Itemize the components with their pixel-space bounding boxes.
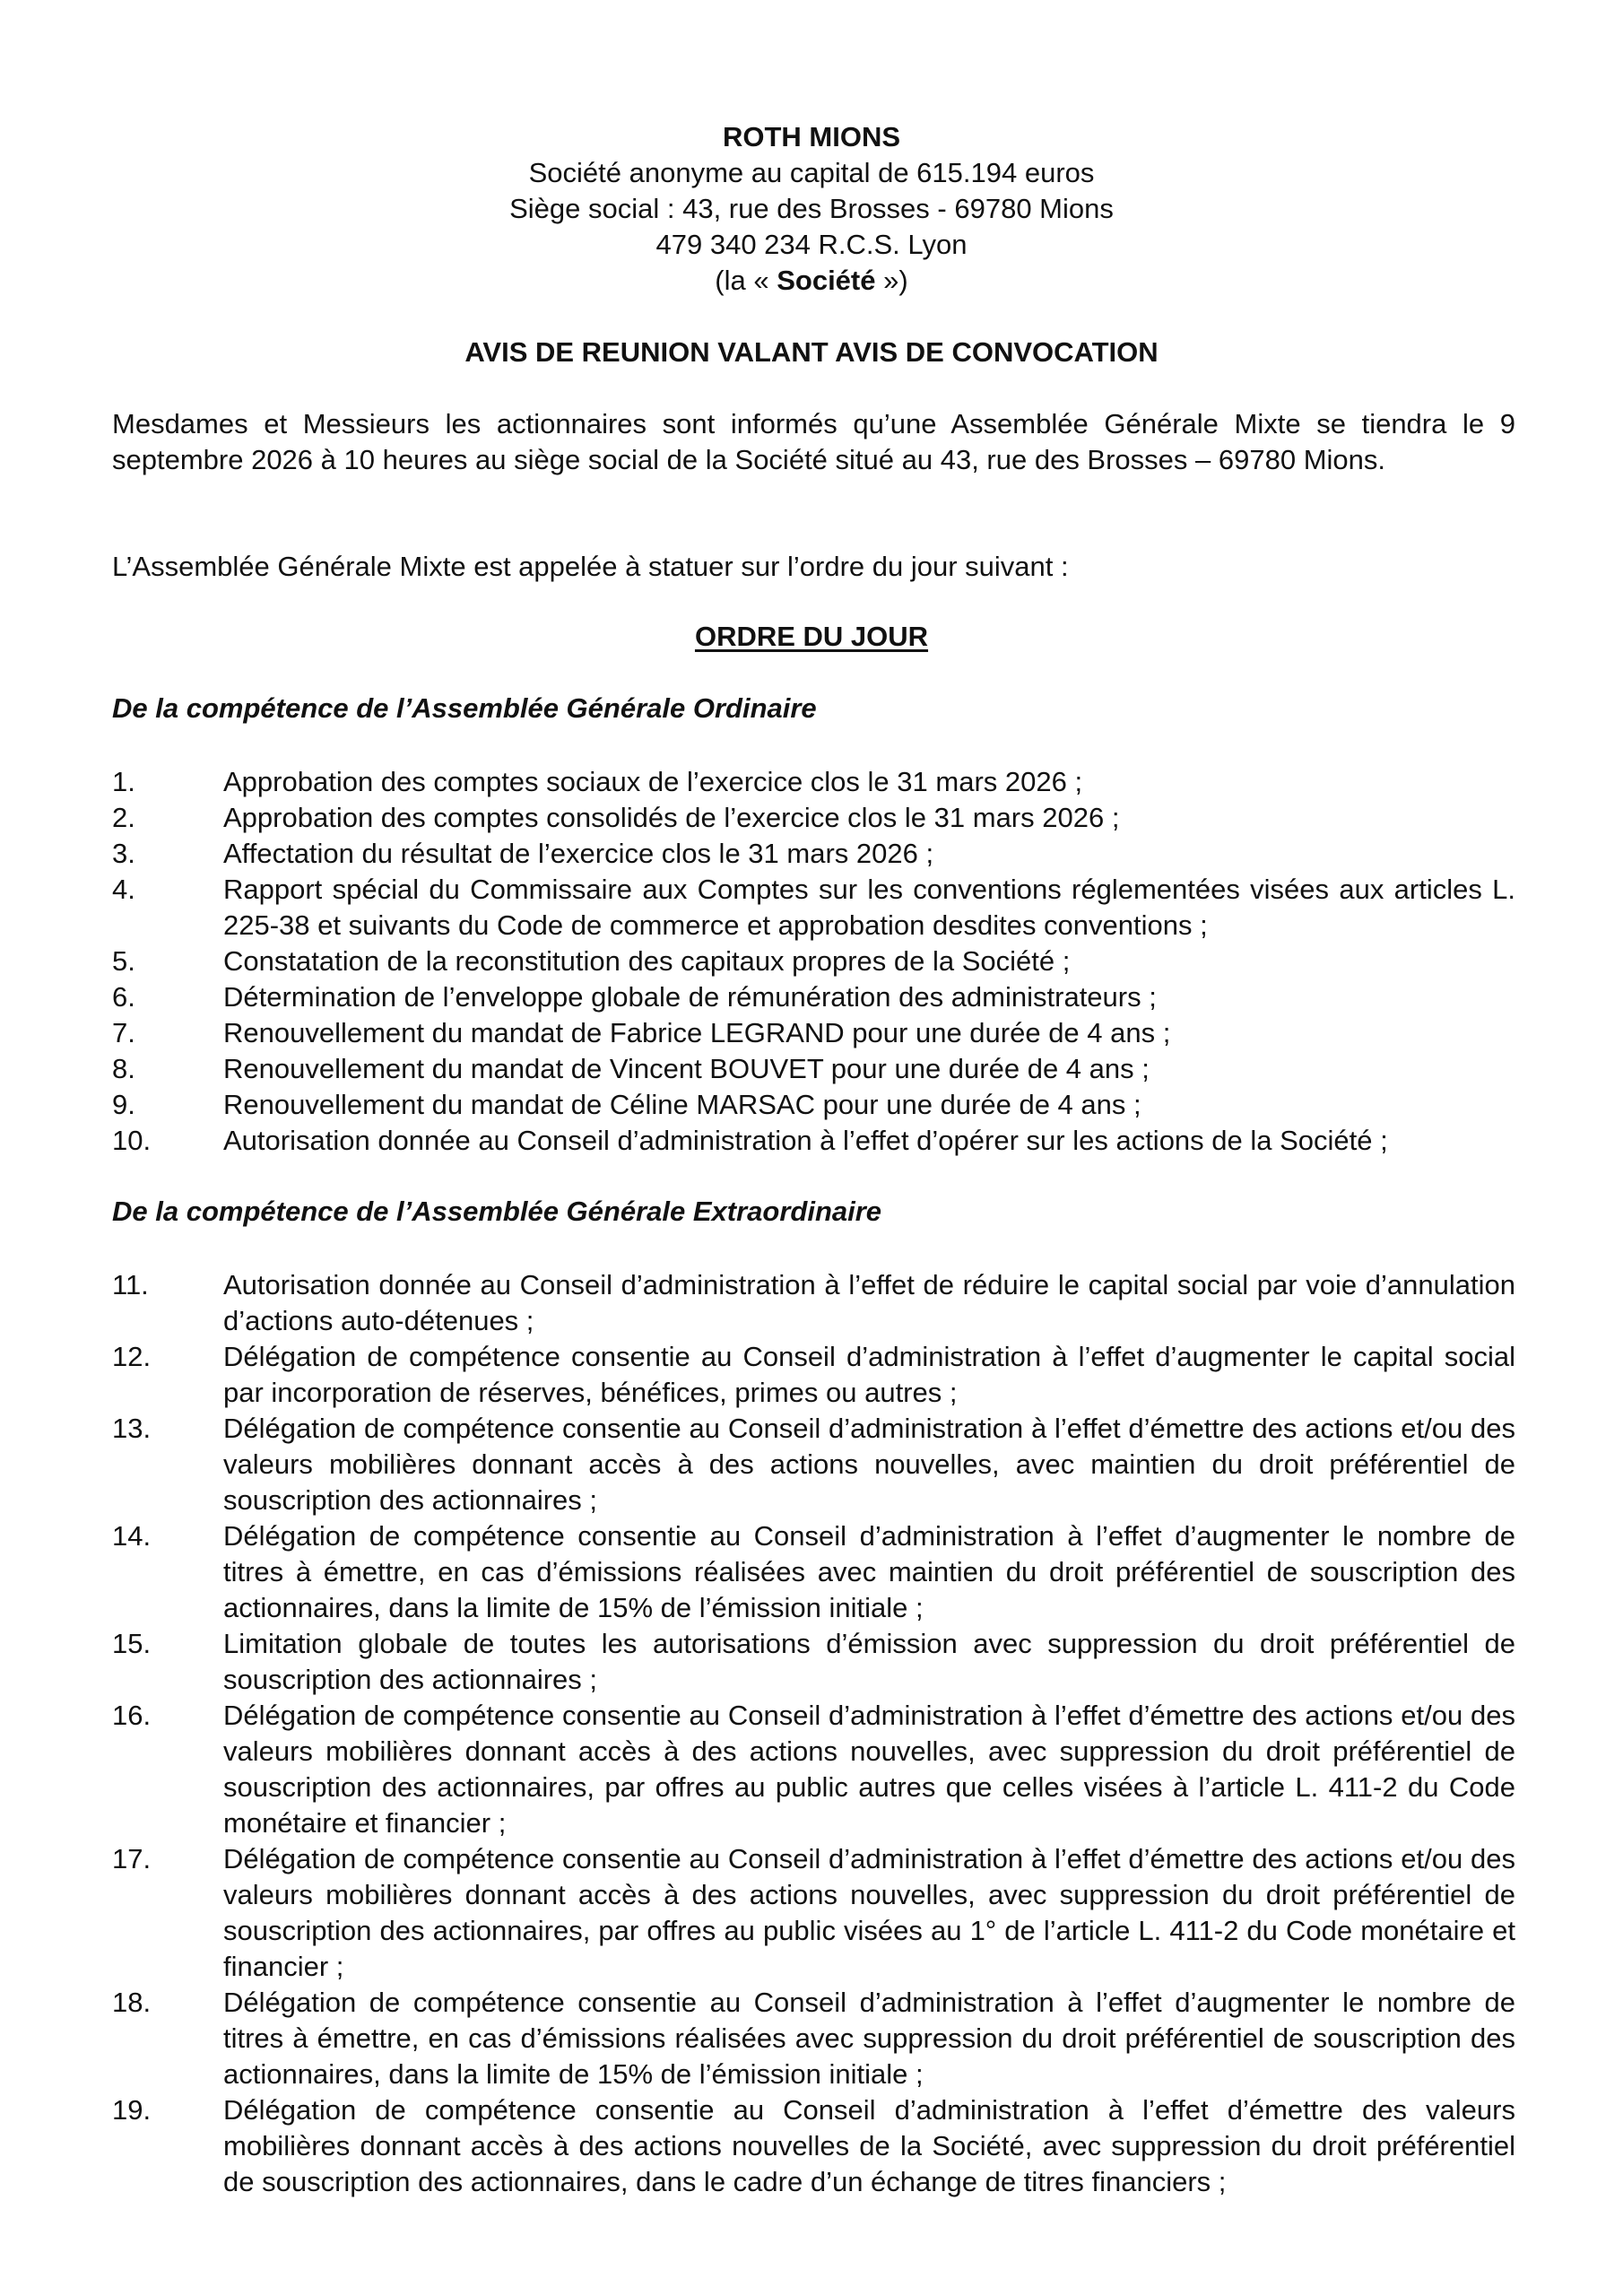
agenda-item-text: Détermination de l’enveloppe globale de rémunération des administrateurs ; [223, 981, 1157, 1013]
extraordinary-agenda-list [112, 1267, 1515, 2200]
agenda-item-number: 11. [112, 1269, 149, 1300]
agenda-item [112, 764, 1515, 800]
notice-title: AVIS DE REUNION VALANT AVIS DE CONVOCATION [464, 336, 1159, 368]
agenda-item-number: 2. [112, 802, 135, 833]
agenda-item-text: Rapport spécial du Commissaire aux Comptes sur les conventions réglementées visées aux articles L. 225-38 et suivants du Code de commerce et approbation desdites conventions ; [223, 874, 1515, 941]
designation-suffix: ») [875, 265, 908, 296]
agenda-item-number: 8. [112, 1053, 135, 1084]
agenda-item [112, 872, 1515, 944]
company-capital: Société anonyme au capital de 615.194 euros [528, 157, 1095, 188]
agenda-item [112, 800, 1515, 836]
agenda-item [112, 1518, 1515, 1626]
designation-term: Société [777, 265, 876, 296]
agenda-item-number: 9. [112, 1089, 135, 1120]
agenda-item [112, 1267, 1515, 1339]
registration-number: 479 340 234 R.C.S. Lyon [655, 229, 968, 260]
agenda-item-number: 4. [112, 874, 135, 905]
agenda-item [112, 1087, 1515, 1123]
agenda-statement: L’Assemblée Générale Mixte est appelée à statuer sur l’ordre du jour suivant : [112, 551, 1069, 582]
agenda-item [112, 2092, 1515, 2200]
agenda-item [112, 1339, 1515, 1411]
designation-prefix: (la « [715, 265, 777, 296]
agenda-item-text: Délégation de compétence consentie au Conseil d’administration à l’effet d’émettre des actions et/ou des valeurs mobilières donnant accès à des actions nouvelles, avec maintien du droit préférentiel de souscription des actionnaires ; [223, 1413, 1515, 1516]
agenda-item-text: Affectation du résultat de l’exercice clos le 31 mars 2026 ; [223, 838, 934, 869]
company-header [0, 119, 1623, 299]
agenda-item-number: 6. [112, 981, 135, 1013]
intro-paragraph: Mesdames et Messieurs les actionnaires sont informés qu’une Assemblée Générale Mixte se tiendra le 9 septembre 2026 à 10 heures au siège social de la Société situé au 43, rue des Brosses – 69780 Mions. [112, 408, 1515, 475]
extraordinary-section-heading: De la compétence de l’Assemblée Générale Extraordinaire [112, 1196, 882, 1227]
agenda-item-text: Approbation des comptes consolidés de l’exercice clos le 31 mars 2026 ; [223, 802, 1120, 833]
agenda-item [112, 1411, 1515, 1518]
agenda-item-number: 18. [112, 1987, 152, 2018]
agenda-item-number: 16. [112, 1700, 152, 1731]
agenda-item-number: 10. [112, 1125, 152, 1156]
agenda-item-text: Délégation de compétence consentie au Conseil d’administration à l’effet d’augmenter le capital social par incorporation de réserves, bénéfices, primes ou autres ; [223, 1341, 1515, 1408]
agenda-item-number: 17. [112, 1843, 152, 1874]
agenda-item-text: Constatation de la reconstitution des capitaux propres de la Société ; [223, 945, 1071, 977]
agenda-item [112, 1123, 1515, 1159]
agenda-item-text: Délégation de compétence consentie au Conseil d’administration à l’effet d’augmenter le nombre de titres à émettre, en cas d’émissions réalisées avec maintien du droit préférentiel de souscription des actionnaires, dans la limite de 15% de l’émission initiale ; [223, 1520, 1515, 1623]
agenda-item-number: 15. [112, 1628, 152, 1659]
agenda-item-text: Limitation globale de toutes les autorisations d’émission avec suppression du droit préférentiel de souscription des actionnaires ; [223, 1628, 1515, 1695]
agenda-item-text: Renouvellement du mandat de Vincent BOUVET pour une durée de 4 ans ; [223, 1053, 1150, 1084]
agenda-item [112, 1051, 1515, 1087]
agenda-item [112, 1626, 1515, 1698]
agenda-item [112, 1698, 1515, 1841]
agenda-item-text: Délégation de compétence consentie au Conseil d’administration à l’effet d’émettre des valeurs mobilières donnant accès à des actions nouvelles de la Société, avec suppression du droit préférentiel de souscription des actionnaires, dans le cadre d’un échange de titres financiers ; [223, 2094, 1515, 2197]
agenda-item [112, 1985, 1515, 2092]
agenda-item-text: Délégation de compétence consentie au Conseil d’administration à l’effet d’augmenter le nombre de titres à émettre, en cas d’émissions réalisées avec suppression du droit préférentiel de souscription des actionnaires, dans la limite de 15% de l’émission initiale ; [223, 1987, 1515, 2090]
agenda-item-number: 12. [112, 1341, 152, 1372]
agenda-item-number: 14. [112, 1520, 152, 1552]
agenda-item-text: Délégation de compétence consentie au Conseil d’administration à l’effet d’émettre des actions et/ou des valeurs mobilières donnant accès à des actions nouvelles, avec suppression du droit préférentiel de souscription des actionnaires, par offres au public autres que celles visées à l’article L. 411-2 du Code monétaire et financier ; [223, 1700, 1515, 1839]
ordinary-agenda-list [112, 764, 1515, 1159]
agenda-item-text: Délégation de compétence consentie au Conseil d’administration à l’effet d’émettre des actions et/ou des valeurs mobilières donnant accès à des actions nouvelles, avec suppression du droit préférentiel de souscription des actionnaires, par offres au public visées au 1° de l’article L. 411-2 du Code monétaire et financier ; [223, 1843, 1515, 1982]
agenda-item [112, 1015, 1515, 1051]
agenda-item-text: Renouvellement du mandat de Céline MARSAC pour une durée de 4 ans ; [223, 1089, 1141, 1120]
agenda-item-text: Approbation des comptes sociaux de l’exercice clos le 31 mars 2026 ; [223, 766, 1083, 797]
ordinary-section-heading: De la compétence de l’Assemblée Générale Ordinaire [112, 692, 817, 724]
agenda-item-text: Renouvellement du mandat de Fabrice LEGRAND pour une durée de 4 ans ; [223, 1017, 1171, 1048]
agenda-item-text: Autorisation donnée au Conseil d’administration à l’effet d’opérer sur les actions de la Société ; [223, 1125, 1388, 1156]
agenda-item-number: 7. [112, 1017, 135, 1048]
agenda-title: ORDRE DU JOUR [694, 621, 929, 652]
agenda-item-number: 19. [112, 2094, 152, 2126]
agenda-item-text: Autorisation donnée au Conseil d’administration à l’effet de réduire le capital social par voie d’annulation d’actions auto-détenues ; [223, 1269, 1515, 1336]
agenda-item [112, 944, 1515, 979]
agenda-item [112, 836, 1515, 872]
agenda-item-number: 1. [112, 766, 135, 797]
agenda-item [112, 1841, 1515, 1985]
company-name: ROTH MIONS [722, 121, 901, 152]
registered-office: Siège social : 43, rue des Brosses - 69780 Mions [509, 193, 1114, 224]
agenda-item-number: 5. [112, 945, 135, 977]
agenda-item [112, 979, 1515, 1015]
company-designation [0, 263, 1623, 299]
agenda-item-number: 3. [112, 838, 135, 869]
agenda-item-number: 13. [112, 1413, 152, 1444]
